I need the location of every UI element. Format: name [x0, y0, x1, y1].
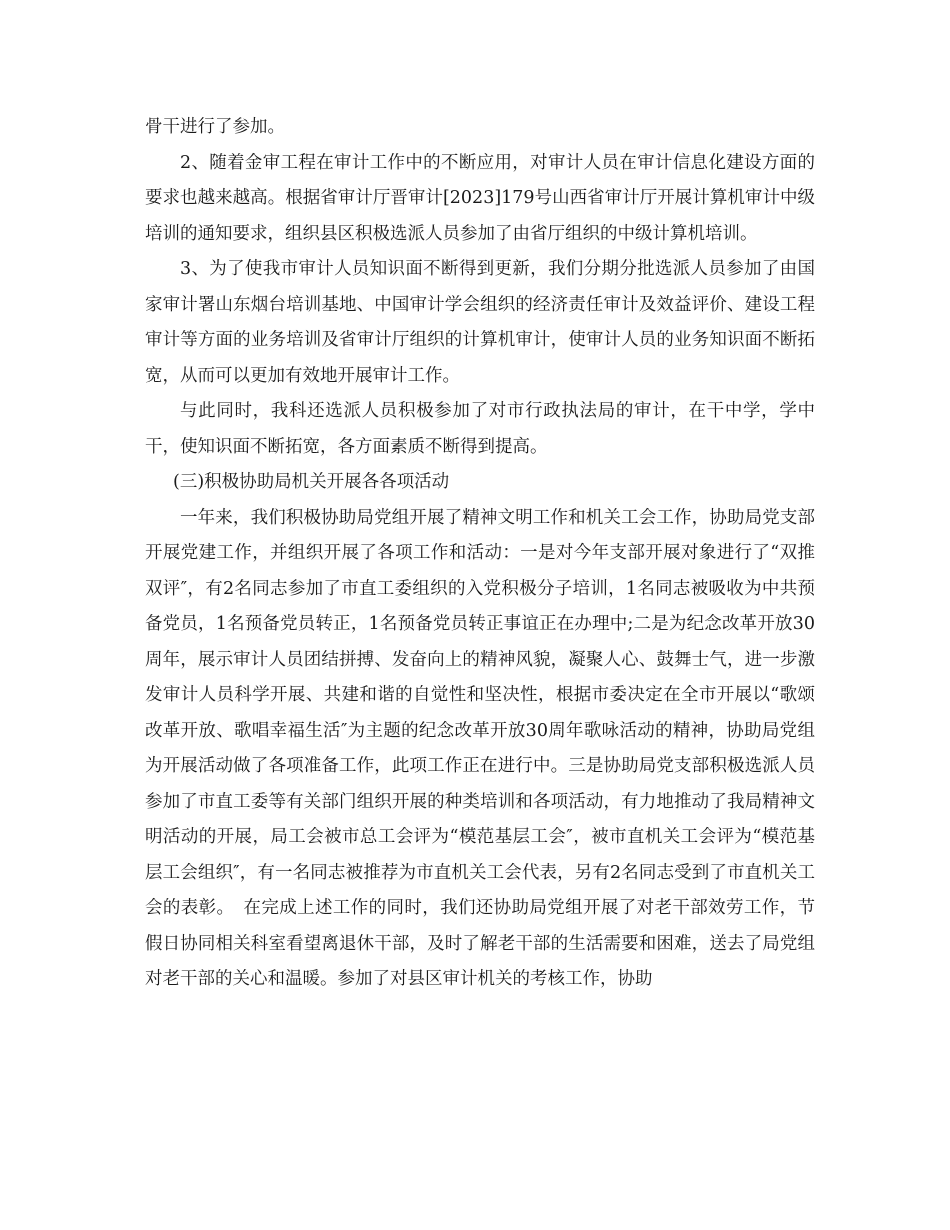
section-heading: (三)积极协助局机关开展各各项活动 [173, 472, 450, 492]
paragraph-meanwhile: 与此同时，我科还选派人员积极参加了对市行政执法局的审计，在干中学，学中干，使知识面不断拓宽，各方面素质不断得到提高。 [145, 401, 815, 457]
document-page [145, 110, 815, 998]
paragraph-item-3: 3、为了使我市审计人员知识面不断得到更新，我们分期分批选派人员参加了由国家审计署山东烟台培训基地、中国审计学会组织的经济责任审计及效益评价、建设工程审计等方面的业务培训及省审计厅组织的计算机审计，使审计人员的业务知识面不断拓宽，从而可以更加有效地开展审计工作。 [145, 259, 815, 386]
paragraph-continuation: 骨干进行了参加。 [145, 117, 285, 137]
paragraph-item-2: 2、随着金审工程在审计工作中的不断应用，对审计人员在审计信息化建设方面的要求也越来越高。根据省审计厅晋审计[2023]179号山西省审计厅开展计算机审计中级培训的通知要求，组织县区积极选派人员参加了由省厅组织的中级计算机培训。 [145, 152, 815, 244]
paragraph-activities: 一年来，我们积极协助局党组开展了精神文明工作和机关工会工作，协助局党支部开展党建工作，并组织开展了各项工作和活动：一是对今年支部开展对象进行了“双推双评″，有2名同志参加了市直工委组织的入党积极分子培训，1名同志被吸收为中共预备党员，1名预备党员转正，1名预备党员转正事谊正在办理中;二是为纪念改革开放30周年，展示审计人员团结拼搏、发奋向上的精神风貌，凝聚人心、鼓舞士气，进一步激发审计人员科学开展、共建和谐的自觉性和坚决性，根据市委决定在全市开展以“歌颂改革开放、歌唱幸福生活″为主题的纪念改革开放30周年歌咏活动的精神，协助局党组为开展活动做了各项准备工作，此项工作正在进行中。三是协助局党支部积极选派人员参加了市直工委等有关部门组织开展的种类培训和各项活动，有力地推动了我局精神文明活动的开展，局工会被市总工会评为“模范基层工会″，被市直机关工会评为“模范基层工会组织″，有一名同志被推荐为市直机关工会代表，另有2名同志受到了市直机关工会的表彰。 在完成上述工作的同时，我们还协助局党组开展了对老干部效劳工作，节假日协同相关科室看望离退休干部，及时了解老干部的生活需要和困难，送去了局党组对老干部的关心和温暖。参加了对县区审计机关的考核工作，协助 [145, 507, 815, 989]
